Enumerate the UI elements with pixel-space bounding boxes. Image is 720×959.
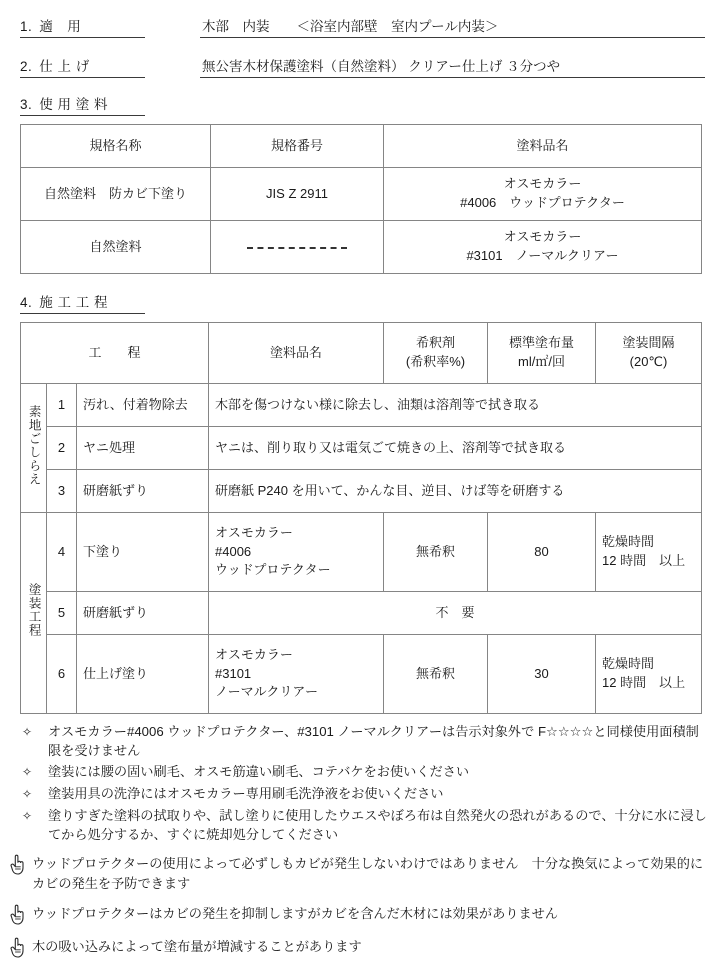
table-row <box>21 513 702 592</box>
paint-header-specno: 規格番号 <box>211 125 384 168</box>
diamond-bullet-icon: ✧ <box>22 765 33 780</box>
coverage-line1: 標準塗布量 <box>508 335 574 351</box>
paint-cell-product <box>384 168 702 221</box>
section-1-title: 適 用 <box>39 19 82 34</box>
section-2-number: 2. <box>20 59 33 74</box>
interval-row-line1: 乾燥時間 <box>602 656 655 672</box>
process-row-span-text: 不 要 <box>209 592 702 635</box>
interval-row-line1: 乾燥時間 <box>602 534 655 550</box>
paint-product-line1: オスモカラー <box>503 229 582 245</box>
process-row-span-text: 研磨紙 P240 を用いて、かんな目、逆目、けば等を研磨する <box>209 470 702 513</box>
table-row <box>21 221 702 274</box>
list-item <box>10 937 710 959</box>
thinner-line2: (希釈率%) <box>405 354 466 369</box>
process-row-product <box>209 635 384 714</box>
diamond-bullet-icon: ✧ <box>22 808 33 823</box>
paint-cell-specno: JIS Z 2911 <box>211 168 384 221</box>
paint-product-line1: オスモカラー <box>503 176 582 192</box>
table-row <box>21 635 702 714</box>
process-row-name: ヤニ処理 <box>77 427 209 470</box>
process-header-interval <box>596 323 702 384</box>
process-row-name: 研磨紙ずり <box>77 470 209 513</box>
process-header-product: 塗料品名 <box>209 323 384 384</box>
process-row-span-text: 木部を傷つけない様に除去し、油類は溶剤等で拭き取る <box>209 384 702 427</box>
product-line2: #4006 <box>215 543 252 559</box>
process-row-coverage: 30 <box>488 635 596 714</box>
thinner-line1: 希釈剤 <box>415 335 455 351</box>
hand-note-text: 木の吸い込みによって塗布量が増減することがあります <box>32 938 362 954</box>
process-row-number: 3 <box>47 470 77 513</box>
process-header-coverage <box>488 323 596 384</box>
process-row-number: 5 <box>47 592 77 635</box>
group-label-coating <box>21 513 47 714</box>
process-row-name: 下塗り <box>77 513 209 592</box>
spacer-a <box>0 38 720 50</box>
table-row <box>21 168 702 221</box>
spacer-b <box>0 78 720 88</box>
note-text: 塗りすぎた塗料の拭取りや、試し塗りに使用したウエスやぼろ布は自然発火の恐れがあるので、十分に水に浸してから処分するか、すぐに焼却処分してください <box>48 807 707 842</box>
process-row-number: 4 <box>47 513 77 592</box>
section-4-value <box>200 312 705 314</box>
list-item <box>10 854 710 892</box>
section-3-title: 使 用 塗 料 <box>39 97 109 112</box>
section-1-label <box>20 15 145 38</box>
paint-header-product: 塗料品名 <box>384 125 702 168</box>
hand-notes-list <box>10 854 710 958</box>
product-line1: オスモカラー <box>215 646 293 662</box>
section-3-value <box>200 114 705 116</box>
list-item <box>22 763 707 782</box>
section-row-3 <box>20 88 720 116</box>
spacer-c <box>0 116 720 124</box>
interval-row-line2: 12 時間 以上 <box>602 675 686 690</box>
process-row-name: 研磨紙ずり <box>77 592 209 635</box>
process-row-name: 汚れ、付着物除去 <box>77 384 209 427</box>
process-row-interval <box>596 635 702 714</box>
top-spacer <box>0 0 720 10</box>
section-3-number: 3. <box>20 97 33 112</box>
interval-line2: (20℃) <box>629 354 668 369</box>
process-row-span-text: ヤニは、削り取り又は電気ごて焼きの上、溶剤等で拭き取る <box>209 427 702 470</box>
process-header-thinner <box>384 323 488 384</box>
process-row-name: 仕上げ塗り <box>77 635 209 714</box>
section-row-1 <box>20 10 720 38</box>
product-line3: ウッドプロテクター <box>215 562 331 578</box>
process-table-header-row <box>21 323 702 384</box>
section-2-value: 無公害木材保護塗料（自然塗料） クリアー仕上げ ３分つや <box>200 55 705 78</box>
interval-line1: 塗装間隔 <box>622 335 675 351</box>
product-line1: オスモカラー <box>215 524 293 540</box>
paint-product-line2: #4006 ウッドプロテクター <box>460 195 625 210</box>
notes-list <box>22 723 707 844</box>
pointing-hand-icon <box>10 937 32 959</box>
process-row-coverage: 80 <box>488 513 596 592</box>
pointing-hand-icon <box>10 854 32 876</box>
paint-cell-name: 自然塗料 <box>21 221 211 274</box>
paint-table-header-row <box>21 125 702 168</box>
paint-product-line2: #3101 ノーマルクリアー <box>466 248 619 263</box>
section-1-value: 木部 内装 ＜浴室内部壁 室内プール内装＞ <box>200 15 705 38</box>
list-item <box>10 904 710 926</box>
group-label-substrate-text: 素地ごしらえ <box>27 404 42 486</box>
list-item <box>22 785 707 804</box>
diamond-bullet-icon: ✧ <box>22 725 33 739</box>
section-4-number: 4. <box>20 295 33 310</box>
list-item <box>22 807 707 844</box>
list-item <box>22 723 707 760</box>
process-row-number: 1 <box>47 384 77 427</box>
process-row-interval <box>596 513 702 592</box>
dashed-placeholder-icon <box>247 247 347 249</box>
product-line2: #3101 <box>215 665 252 681</box>
process-row-number: 6 <box>47 635 77 714</box>
table-row <box>21 427 702 470</box>
table-row <box>21 384 702 427</box>
note-text: 塗装には腰の固い刷毛、オスモ筋違い刷毛、コテバケをお使いください <box>48 764 470 780</box>
process-header-process: 工 程 <box>21 323 209 384</box>
section-4-title: 施 工 工 程 <box>39 295 109 310</box>
section-4-label <box>20 291 145 314</box>
hand-note-text: ウッドプロテクターの使用によって必ずしもカビが発生しないわけではありません 十分な換気によって効果的にカビの発生を予防できます <box>32 856 704 891</box>
paint-cell-product <box>384 221 702 274</box>
process-row-product <box>209 513 384 592</box>
table-row <box>21 592 702 635</box>
process-row-thinner: 無希釈 <box>384 513 488 592</box>
section-2-label <box>20 55 145 78</box>
section-3-label <box>20 93 145 116</box>
hand-note-text: ウッドプロテクターはカビの発生を抑制しますがカビを含んだ木材には効果がありません <box>32 905 559 921</box>
section-row-4 <box>20 286 720 314</box>
spacer-d <box>0 274 720 286</box>
group-label-coating-text: 塗装工程 <box>27 583 42 638</box>
pointing-hand-icon <box>10 904 32 926</box>
section-2-title: 仕 上 げ <box>39 59 90 74</box>
note-text: 塗装用具の洗浄にはオスモカラー専用刷毛洗浄液をお使いください <box>48 786 444 802</box>
paint-table <box>20 124 702 274</box>
section-1-number: 1. <box>20 19 33 34</box>
note-text: オスモカラー#4006 ウッドプロテクター、#3101 ノーマルクリアーは告示対象外で F☆☆☆☆と同様使用面積制限を受けません <box>48 724 699 758</box>
group-label-substrate <box>21 384 47 513</box>
diamond-bullet-icon: ✧ <box>22 787 33 802</box>
spacer-e <box>0 314 720 322</box>
paint-header-name: 規格名称 <box>21 125 211 168</box>
process-row-thinner: 無希釈 <box>384 635 488 714</box>
paint-cell-name: 自然塗料 防カビ下塗り <box>21 168 211 221</box>
product-line3: ノーマルクリアー <box>215 684 318 700</box>
coverage-line2: ml/㎡/回 <box>518 354 565 369</box>
interval-row-line2: 12 時間 以上 <box>602 553 686 568</box>
paint-cell-specno <box>211 221 384 274</box>
table-row <box>21 470 702 513</box>
process-row-number: 2 <box>47 427 77 470</box>
process-table <box>20 322 702 714</box>
section-row-2 <box>20 50 720 78</box>
